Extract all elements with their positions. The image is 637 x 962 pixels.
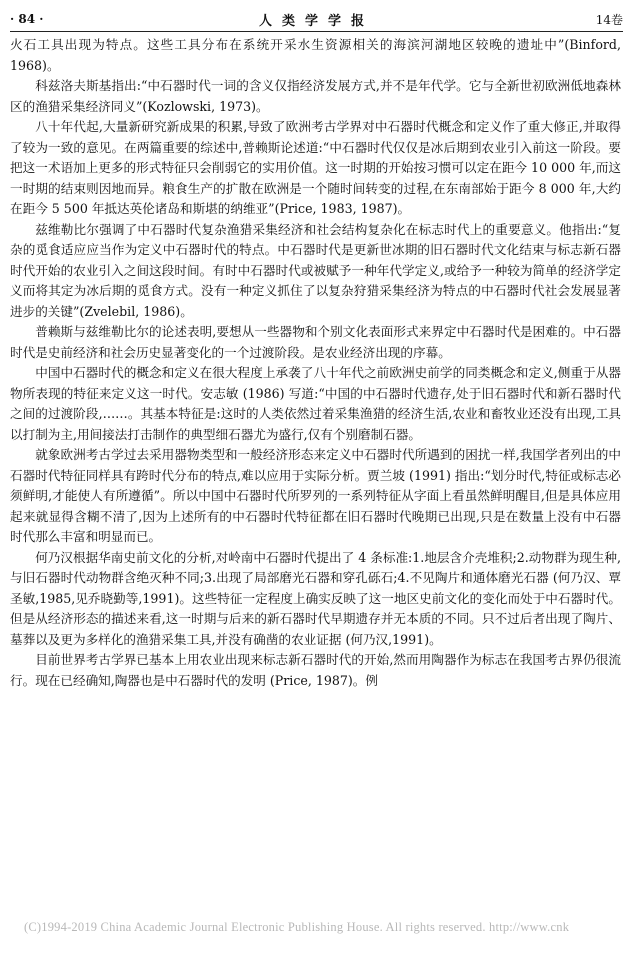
- paragraph: 就象欧洲考古学过去采用器物类型和一般经济形态来定义中石器时代所遇到的困扰一样,我国学者列出的中石器时代特征同样具有跨时代分布的特点,难以应用于实际分析。贾兰坡 (1991) 指出:“划分时代,特征或标志必须鲜明,才能使人有所遵循”。所以中国中石器时代所罗列的一系列特征从字面上看虽然鲜明醒目,但是具体应用起来就显得含糊不清了,因为上述所有的中石器时代特征都在旧石器时代晚期已出现,只是在数量上没有中石器时代那么丰富和明显而已。: [10, 447, 621, 544]
- paragraph: 八十年代起,大量新研究新成果的积累,导致了欧洲考古学界对中石器时代概念和定义作了重大修正,并取得了较为一致的意见。在两篇重要的综述中,普赖斯论述道:“中石器时代仅仅是冰后期到农业引入前这一阶段。要把这一术语加上更多的形式特征只会削弱它的实用价值。这一时期的开始按习惯可以定在距今 10 000 年,而这一时期的结束则因地而异。粮食生产的扩散在欧洲是一个随时间转变的过程,在东南部始于距今 8 000 年,大约在距今 5 500 年抵达英伦诸岛和斯堪的纳维亚”(Price, 1983, 1987)。: [10, 119, 621, 216]
- paragraph: 何乃汉根据华南史前文化的分析,对岭南中石器时代提出了 4 条标准:1.地层含介壳堆积;2.动物群为现生种,与旧石器时代动物群含绝灭种不同;3.出现了局部磨光石器和穿孔砾石;4.不见陶片和通体磨光石器 (何乃汉、覃圣敏,1985,见乔晓勤等,1991)。这些特征一定程度上确实反映了这一地区史前文化的变化而处于中石器时代。但是从经济形态的描述来看,这一时期与后来的新石器时代早期遗存并无本质的不同。只不过后者出现了陶片、墓葬以及更为多样化的渔猎采集工具,并没有确凿的农业证据 (何乃汉,1991)。: [10, 549, 621, 647]
- paragraph: 科兹洛夫斯基指出:“中石器时代一词的含义仅指经济发展方式,并不是年代学。它与全新世初欧洲低地森林区的渔猎采集经济同义”(Kozlowski, 1973)。: [10, 78, 621, 114]
- paragraph: 兹维勒比尔强调了中石器时代复杂渔猎采集经济和社会结构复杂化在标志时代上的重要意义。他指出:“复杂的觅食适应应当作为定义中石器时代的特点。中石器时代是更新世冰期的旧石器时代文化结束与标志新石器时代开始的农业引入之间这段时间。有时中石器时代或被赋予一种年代学定义,或给予一种较为简单的经济学定义而将其定为冰后期的觅食方式。没有一种定义抓住了以复杂狩猎采集经济为特点的中石器时代社会发展显著进步的关键”(Zvelebil, 1986)。: [10, 221, 621, 319]
- paragraph: 中国中石器时代的概念和定义在很大程度上承袭了八十年代之前欧洲史前学的同类概念和定义,侧重于从器物所表现的特征来定义这一时代。安志敏 (1986) 写道:“中国的中石器时代遗存,处于旧石器时代和新石器时代之间的过渡阶段,……。其基本特征是:这时的人类依然过着采集渔猎的经济生活,农业和畜牧业还没有出现,工具以打制为主,用间接法打击制作的典型细石器尤为盛行,仅有个别磨制石器。: [10, 365, 621, 442]
- paragraph: 目前世界考古学界已基本上用农业出现来标志新石器时代的开始,然而用陶器作为标志在我国考古界仍很流行。现在已经确知,陶器也是中石器时代的发明 (Price, 1987)。例: [10, 652, 621, 688]
- paragraph: 普赖斯与兹维勒比尔的论述表明,要想从一些器物和个别文化表面形式来界定中石器时代是困难的。中石器时代是史前经济和社会历史显著变化的一个过渡阶段。是农业经济出现的序幕。: [10, 324, 621, 360]
- page-header: [10, 8, 623, 30]
- article-body: [10, 35, 621, 691]
- page-number: · 84 ·: [10, 12, 44, 26]
- journal-title: 人类学学报: [258, 13, 374, 29]
- copyright-footer: (C)1994-2019 China Academic Journal Electronic Publishing House. All rights reserved. http://www.cnk: [24, 920, 570, 934]
- volume-label: 14卷: [595, 12, 623, 27]
- paragraph: 火石工具出现为特点。这些工具分布在系统开采水生资源相关的海滨河湖地区较晚的遗址中”(Binford, 1968)。: [10, 37, 621, 73]
- header-rule: [10, 31, 623, 32]
